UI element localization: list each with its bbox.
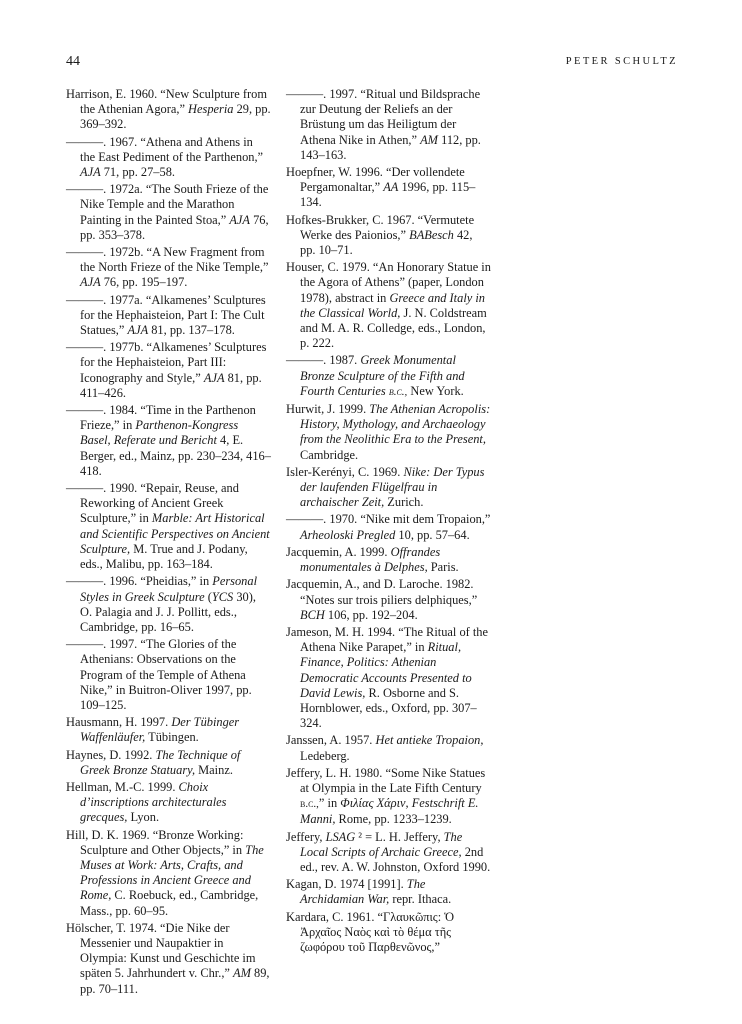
entry-text: Hausmann, H. 1997. bbox=[66, 715, 172, 730]
bibliography-entry bbox=[66, 182, 271, 243]
bibliography-entry bbox=[286, 830, 491, 876]
bibliography-entry bbox=[66, 574, 271, 635]
bibliography-entry bbox=[286, 465, 491, 511]
entry-text: 76, pp. 195–197. bbox=[100, 275, 188, 290]
entry-text: Hurwit, J. 1999. bbox=[286, 402, 370, 417]
entry-text: New York. bbox=[407, 383, 464, 398]
bibliography-entry bbox=[66, 748, 271, 778]
entry-title-text: Het antieke Tropaion, bbox=[375, 733, 484, 748]
entry-title-text: Choix d’inscriptions architecturales grecques, bbox=[80, 779, 227, 825]
entry-text: R. Osborne and S. Hornblower, eds., Oxford, pp. 307–324. bbox=[300, 685, 477, 731]
bibliography-entry bbox=[66, 245, 271, 291]
entry-text: 42, pp. 10–71. bbox=[300, 227, 473, 258]
entry-text: 4, E. Berger, ed., Mainz, pp. 230–234, 416–418. bbox=[80, 433, 271, 478]
entry-text: ———. 1972b. “A New Fragment from the North Frieze of the Nike Temple,” bbox=[66, 245, 269, 275]
entry-text: Kardara, C. 1961. “Γλαυκῶπις: Ὁ Ἀρχαῖος Ναὸς καὶ τὸ θέμα τῆς ζωφόρου τοῦ Παρθενῶνος,” bbox=[286, 909, 455, 954]
bibliography-entry bbox=[286, 165, 491, 211]
bibliography-entry bbox=[286, 766, 491, 828]
entry-text: ———. 1970. “Nike mit dem Tropaion,” bbox=[286, 512, 491, 527]
entry-text: 1996, pp. 115–134. bbox=[300, 180, 476, 210]
entry-text: Isler-Kerényi, C. 1969. bbox=[286, 464, 404, 479]
bibliography-entry bbox=[286, 910, 491, 956]
entry-text: 81, pp. 137–178. bbox=[148, 323, 235, 338]
entry-title-text: Greece and Italy in the Classical World, bbox=[300, 290, 485, 320]
entry-text: ———. 1967. “Athena and Athens in the East Pediment of the Parthenon,” bbox=[66, 134, 264, 164]
entry-title-text: AA bbox=[383, 180, 399, 195]
entry-text: Tübingen. bbox=[145, 730, 199, 745]
bibliography-entry bbox=[286, 260, 491, 351]
entry-text: Kagan, D. 1974 [1991]. bbox=[286, 877, 407, 892]
entry-title-text: AJA bbox=[80, 275, 101, 290]
entry-text: ———. 1997. “The Glories of the Athenians: Observations on the Program of the Temple of Athena Nike,” in Buitron-Oliver 1997, pp. 109–125. bbox=[66, 637, 252, 712]
entry-text: ———. 1997. “Ritual und Bildsprache zur Deutung der Reliefs an der Brüstung um das Heiligtum der Athena Nike in Athen,” bbox=[286, 87, 481, 147]
bibliography-entry bbox=[286, 577, 491, 623]
entry-text: Harrison, E. 1960. “New Sculpture from the Athenian Agora,” bbox=[66, 87, 267, 117]
entry-title-text: The Archidamian War, bbox=[300, 877, 426, 907]
entry-title-text: LSAG bbox=[325, 829, 356, 844]
bibliography-entry bbox=[66, 828, 271, 919]
entry-title-text: Offrandes monumentales à Delphes, bbox=[300, 544, 441, 575]
entry-text: ———. 1972a. “The South Frieze of the Nike Temple and the Marathon Painting in the Painted Stoa,” bbox=[66, 182, 269, 227]
bibliography-entry bbox=[66, 403, 271, 479]
bibliography-entry bbox=[286, 402, 491, 463]
entry-text: Ledeberg. bbox=[300, 748, 350, 763]
entry-title-text: Hesperia bbox=[188, 102, 234, 117]
entry-text: Hoepfner, W. 1996. “Der vollendete Pergamonaltar,” bbox=[286, 165, 465, 195]
entry-text: Hill, D. K. 1969. “Bronze Working: Sculpture and Other Objects,” in bbox=[66, 827, 246, 857]
entry-title-text: Der Tübinger Waffenläufer, bbox=[80, 715, 240, 745]
entry-title-text: Personal Styles in Greek Sculpture bbox=[80, 574, 258, 604]
entry-title-text: Marble: Art Historical and Scientific Perspectives on Ancient Sculpture, bbox=[80, 511, 270, 556]
bibliography-entry bbox=[286, 512, 491, 542]
entry-text: 29, pp. 369–392. bbox=[80, 102, 271, 132]
entry-text: Rome, pp. 1233–1239. bbox=[335, 812, 452, 827]
entry-text: 71, pp. 27–58. bbox=[100, 165, 175, 180]
entry-text: Jeffery, L. H. 1980. “Some Nike Statues at Olympia in the Late Fifth Century bbox=[286, 765, 486, 795]
entry-text: Janssen, A. 1957. bbox=[286, 733, 376, 748]
entry-title-text: The Technique of Greek Bronze Statuary, bbox=[80, 747, 241, 777]
entry-title-text: The Athenian Acropolis: History, Mythology, and Archaeology from the Neolithic Era to the Present, bbox=[300, 402, 491, 447]
entry-text: Houser, C. 1979. “An Honorary Statue in the Agora of Athens” (paper, London 1978), abstract in bbox=[286, 260, 491, 305]
entry-text: 89, pp. 70–111. bbox=[80, 966, 270, 996]
entry-title-text: YCS bbox=[211, 589, 234, 604]
entry-text: ———. 1984. “Time in the Parthenon Frieze,” in bbox=[66, 403, 256, 433]
entry-title-text: Arheoloski Pregled bbox=[300, 527, 396, 542]
entry-title-text: The Local Scripts of Archaic Greece, bbox=[300, 829, 463, 859]
bibliography-entry bbox=[286, 87, 491, 163]
bibliography-entry bbox=[286, 733, 491, 763]
entry-text: ———. 1996. “Pheidias,” in bbox=[66, 574, 213, 589]
entry-text: Mainz. bbox=[195, 762, 233, 777]
bibliography-entry bbox=[286, 877, 491, 907]
entry-text: ———. 1977a. “Alkamenes’ Sculptures for the Hephaisteion, Part I: The Cult Statues,” bbox=[66, 292, 266, 338]
entry-text: 81, pp. 411–426. bbox=[80, 370, 262, 400]
bibliography-entry bbox=[66, 715, 271, 745]
entry-text: 106, pp. 192–204. bbox=[324, 607, 418, 622]
bibliography-entry bbox=[66, 780, 271, 826]
entry-title-text: BABesch bbox=[409, 227, 454, 242]
entry-title-text: AJA bbox=[229, 212, 250, 227]
entry-title-text: Ritual, Finance, Politics: Athenian Democratic Accounts Presented to David Lewis, bbox=[300, 640, 472, 700]
bibliography-entry bbox=[286, 545, 491, 575]
entry-text: ———. 1987. bbox=[286, 353, 361, 368]
entry-text: ———. 1977b. “Alkamenes’ Sculptures for the Hephaisteion, Part III: Iconography and Style,” bbox=[66, 340, 267, 385]
entry-title-text: Greek Monumental Bronze Sculpture of the Fifth and Fourth Centuries bbox=[300, 353, 465, 398]
bibliography-entry bbox=[66, 481, 271, 572]
entry-text: M. True and J. Podany, eds., Malibu, pp. 163–184. bbox=[80, 541, 248, 572]
entry-title-text: BCH bbox=[300, 607, 325, 622]
entry-text: Paris. bbox=[427, 560, 459, 575]
entry-text: Zurich. bbox=[384, 495, 424, 510]
page-number: 44 bbox=[66, 54, 80, 69]
entry-title-text: AM bbox=[420, 132, 438, 147]
entry-text: ( bbox=[204, 589, 212, 604]
entry-text: 112, pp. 143–163. bbox=[300, 132, 481, 162]
bibliography-left-column bbox=[66, 87, 271, 999]
entry-title-text: AM bbox=[233, 966, 251, 981]
bibliography-entry bbox=[286, 353, 491, 400]
bibliography-entry bbox=[66, 340, 271, 401]
entry-title-text: The Muses at Work: Arts, Crafts, and Professions in Ancient Greece and Rome, bbox=[80, 842, 264, 903]
entry-text: Hellman, M.-C. 1999. bbox=[66, 779, 179, 794]
entry-text: Hofkes-Brukker, C. 1967. “Vermutete Werke des Paionios,” bbox=[286, 212, 475, 242]
bibliography-entry bbox=[66, 135, 271, 181]
entry-title-text: b.c., bbox=[388, 385, 408, 398]
entry-title-text: Nike: Der Typus der laufenden Flügelfrau in archaischer Zeit, bbox=[300, 464, 485, 510]
bibliography-entry bbox=[66, 293, 271, 339]
entry-text: J. N. Coldstream and M. A. R. Colledge, eds., London, p. 222. bbox=[300, 305, 487, 351]
entry-text: ” in bbox=[318, 796, 341, 811]
bibliography-entry bbox=[286, 625, 491, 731]
entry-text: repr. Ithaca. bbox=[389, 892, 452, 907]
entry-text: 2nd ed., rev. A. W. Johnston, Oxford 1990. bbox=[300, 844, 491, 874]
entry-text: Jacquemin, A., and D. Laroche. 1982. “Notes sur trois piliers delphiques,” bbox=[286, 577, 478, 607]
entry-text: C. Roebuck, ed., Cambridge, Mass., pp. 60–95. bbox=[80, 888, 259, 918]
entry-text: ———. 1990. “Repair, Reuse, and Reworking of Ancient Greek Sculpture,” in bbox=[66, 481, 239, 526]
entry-text: Hölscher, T. 1974. “Die Nike der Messenier und Naupaktier in Olympia: Kunst und Geschichte im späten 5. Jahrhundert v. Chr.,” bbox=[66, 920, 256, 981]
entry-text: Jacquemin, A. 1999. bbox=[286, 544, 391, 559]
bibliography-right-column bbox=[286, 87, 491, 957]
bibliography-entry bbox=[66, 921, 271, 997]
bibliography-entry bbox=[66, 87, 271, 133]
bibliography-entry bbox=[286, 213, 491, 259]
entry-text: 10, pp. 57–64. bbox=[395, 527, 470, 542]
running-head: PETER SCHULTZ bbox=[565, 56, 678, 67]
entry-text: Cambridge. bbox=[300, 447, 359, 462]
entry-text: Haynes, D. 1992. bbox=[66, 747, 156, 762]
entry-title-text: Parthenon-Kongress Basel, Referate und Bericht bbox=[80, 418, 239, 448]
entry-text: 76, pp. 353–378. bbox=[80, 212, 269, 242]
entry-text: b.c., bbox=[300, 798, 319, 811]
entry-text: Jameson, M. H. 1994. “The Ritual of the Athena Nike Parapet,” in bbox=[286, 624, 489, 655]
entry-text: 30), O. Palagia and J. J. Pollitt, eds., Cambridge, pp. 16–65. bbox=[80, 589, 256, 634]
bibliography-entry bbox=[66, 637, 271, 713]
entry-title-text: Φιλίας Χάριν, Festschrift E. Manni, bbox=[300, 796, 479, 827]
entry-title-text: AJA bbox=[127, 323, 149, 338]
entry-text: ² = L. H. Jeffery, bbox=[355, 829, 444, 844]
entry-title-text: AJA bbox=[203, 370, 225, 385]
entry-text: Lyon. bbox=[127, 810, 160, 825]
entry-text: Jeffery, bbox=[286, 829, 326, 844]
entry-title-text: AJA bbox=[80, 165, 101, 180]
